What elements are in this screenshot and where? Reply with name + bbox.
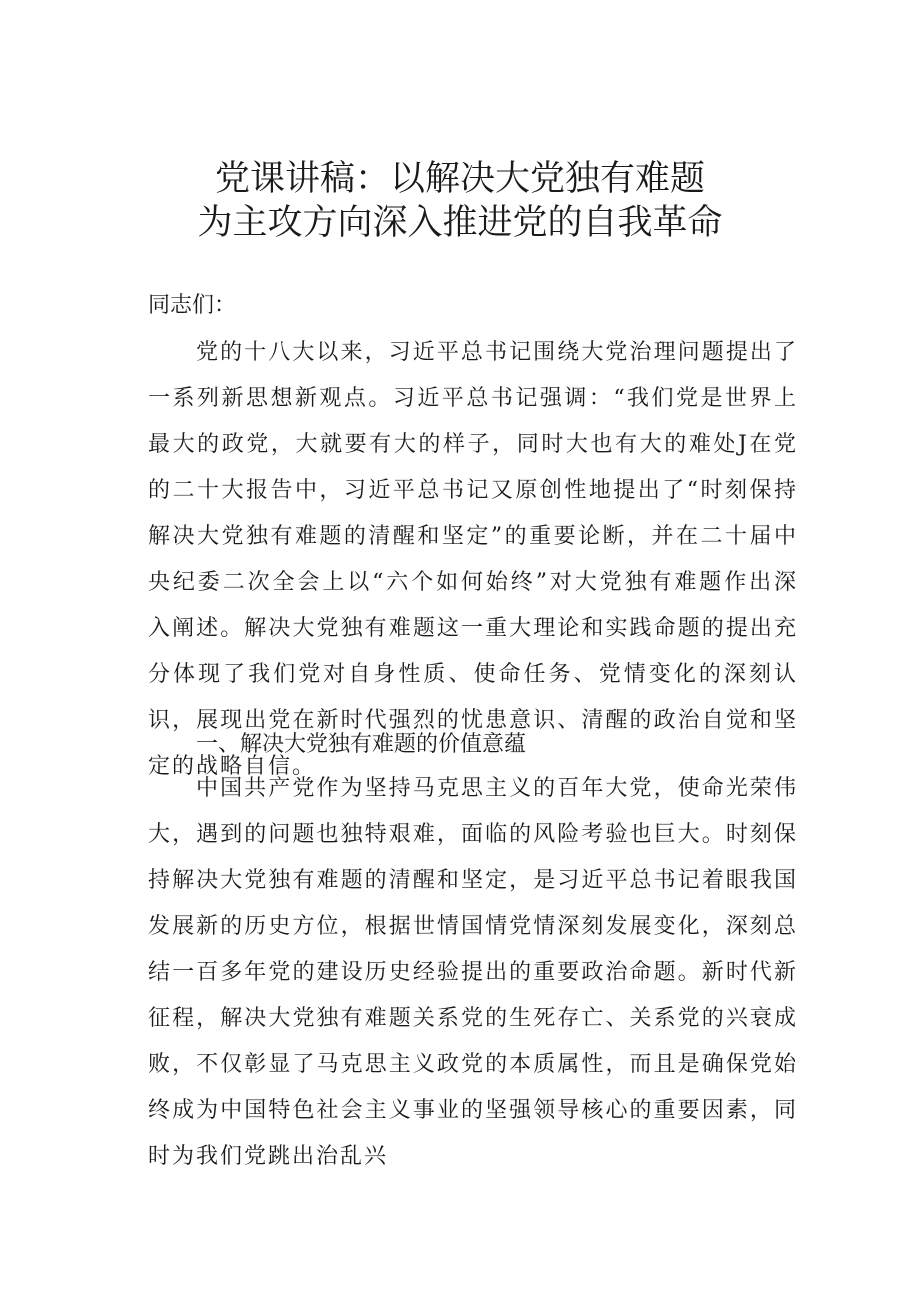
document-title-line-2: 为主攻方向深入推进党的自我革命 <box>197 203 723 243</box>
paragraph-intro: 党的十八大以来，习近平总书记围绕大党治理问题提出了一系列新思想新观点。习近平总书记强调：“我们党是世界上最大的政党，大就要有大的样子，同时大也有大的难处J在党的二十大报告中，习近平总书记又原创性地提出了“时刻保持解决大党独有难题的清醒和坚定”的重要论断，并在二十届中央纪委二次全会上以“六个如何始终”对大党独有难题作出深入阐述。解决大党独有难题这一重大理论和实践命题的提出充分体现了我们党对自身性质、使命任务、党情变化的深刻认识，展现出党在新时代强烈的忧患意识、清醒的政治自觉和坚定的战略自信。 <box>148 340 798 779</box>
section-heading-1: 一、解决大党独有难题的价值意蕴 <box>196 732 527 757</box>
document-title-line-1: 党课讲稿：以解决大党独有难题 <box>214 159 705 199</box>
salutation: 同志们： <box>148 293 237 318</box>
paragraph-section-1: 中国共产党作为坚持马克思主义的百年大党，使命光荣伟大，遇到的问题也独特艰难，面临的风险考验也巨大。时刻保持解决大党独有难题的清醒和坚定，是习近平总书记着眼我国发展新的历史方位，根据世情国情党情深刻发展变化，深刻总结一百多年党的建设历史经验提出的重要政治命题。新时代新征程，解决大党独有难题关系党的生死存亡、关系党的兴衰成败，不仅彰显了马克思主义政党的本质属性，而且是确保党始终成为中国特色社会主义事业的坚强领导核心的重要因素，同时为我们党跳出治乱兴 <box>148 776 798 1169</box>
